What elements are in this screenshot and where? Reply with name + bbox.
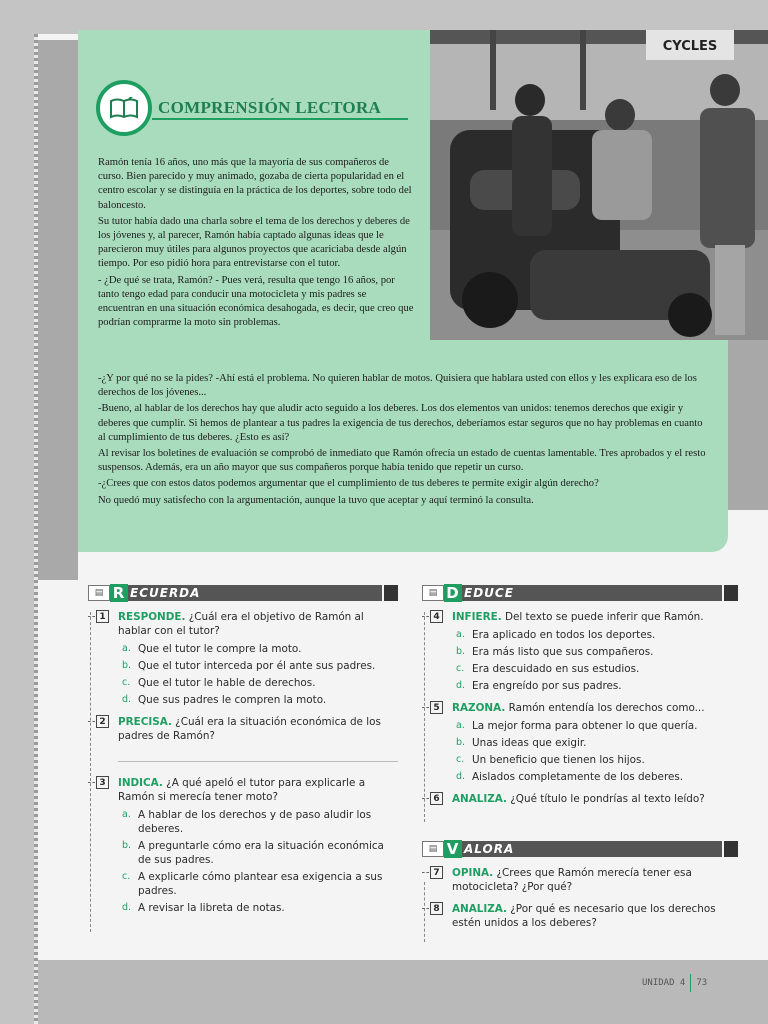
question-8 [422,902,738,930]
option-b[interactable]: b. Unas ideas que exigir. [456,737,587,749]
question-text: ¿Cuál era la situación económica de los padres de Ramón? [118,716,381,742]
story-paragraph: - ¿De qué se trata, Ramón? - Pues verá, resulta que tengo 16 años, por tanto tengo edad para conducir una motocicleta y mis padres se encuentran en una situación económica desahogada, es decir, que creo que podrían comprarme la moto sin problemas. [98,274,414,329]
question-number: 5 [430,701,443,714]
cycles-sign: CYCLES [662,39,718,54]
question-number: 3 [96,776,109,789]
story-text-bottom [98,372,710,510]
story-paragraph: Al revisar los boletines de evaluación se comprobó de inmediato que Ramón ofrecía un estado de cuentas lamentable. Tres aprobados y el resto suspensos. Además, era un año mayor que sus compañeros porque había tenido que repetir un curso. [98,448,706,474]
book-icon [96,80,152,136]
page-number: 73 [696,978,708,988]
recuerda-header [88,584,398,602]
question-text: ¿Cuál era el objetivo de Ramón al hablar con el tutor? [118,611,364,637]
left-gray-band [38,40,78,580]
section-label: ALORA [464,842,515,856]
question-keyword: OPINA. [452,867,494,879]
question-keyword: PRECISA. [118,716,172,728]
story-paragraph: Su tutor había dado una charla sobre el tema de los derechos y deberes de los jóvenes y, al parecer, Ramón había captado algunas ideas que le parecieron muy útiles para algunos proyectos que acariciaba desde algún tiempo. Por eso pidió hora para entrevistarse con el tutor. [98,215,410,270]
options-list [452,719,738,784]
deduce-column [422,584,738,938]
option-c[interactable]: c. Era descuidado en sus estudios. [456,663,640,675]
question-text: ¿A qué apeló el tutor para explicarle a Ramón si merecía tener moto? [118,777,366,803]
question-number: 6 [430,792,443,805]
motorcycle-photo [430,30,768,340]
page-footer [642,974,707,992]
question-number: 1 [96,610,109,623]
option-d[interactable]: d. Que sus padres le compren la moto. [122,694,327,706]
question-6 [422,792,738,806]
option-d[interactable]: d. Aislados completamente de los deberes. [456,771,684,783]
title-underline [152,118,408,120]
story-paragraph: -¿Crees que con estos datos podemos argumentar que el cumplimiento de tus deberes te permite exigir algún derecho? [98,478,599,490]
question-text: Del texto se puede inferir que Ramón. [501,611,704,623]
page-edge [34,34,38,1024]
section-initial: D [444,584,462,602]
valora-header [422,840,738,858]
question-4 [422,610,738,693]
question-keyword: RESPONDE. [118,611,186,623]
question-7 [422,866,738,894]
option-b[interactable]: b. Que el tutor interceda por él ante sus padres. [122,660,376,672]
unit-label: UNIDAD 4 [642,978,686,988]
section-initial: V [444,840,462,858]
recuerda-column [88,584,398,923]
question-keyword: RAZONA. [452,702,506,714]
question-number: 4 [430,610,443,623]
question-text: ¿Por qué es necesario que los derechos estén unidos a los deberes? [452,903,716,929]
option-c[interactable]: c. A explicarle cómo plantear esa exigencia a sus padres. [122,871,383,897]
section-tag-icon: ▤ [422,841,444,857]
option-a[interactable]: a. A hablar de los derechos y de paso aludir los deberes. [122,809,372,835]
question-text: Ramón entendía los derechos como... [505,702,705,714]
section-tag-icon: ▤ [88,585,110,601]
option-a[interactable]: a. Era aplicado en todos los deportes. [456,629,656,641]
section-label: ECUERDA [130,586,201,600]
option-b[interactable]: b. Era más listo que sus compañeros. [456,646,654,658]
section-label: EDUCE [464,586,514,600]
story-paragraph: -¿Y por qué no se la pides? -Ahí está el problema. No quieren hablar de motos. Quisiera que hablara usted con ellos y les explicara eso de los derechos de los jóvenes... [98,373,697,399]
story-paragraph: -Bueno, al hablar de los derechos hay que aludir acto seguido a los deberes. Los dos elementos van unidos: tenemos derechos que exigir y deberes que cumplir. Si hemos de plantear a tus padres la exigencia de tus derechos, deberíamos estar seguros que no hay problemas en cuanto al cumplimiento de tus deberes. ¿Esto es así? [98,403,703,443]
question-3 [88,776,398,915]
options-list [118,808,398,915]
page-title: COMPRENSIÓN LECTORA [158,98,382,117]
options-list [452,628,738,693]
story-text-top [98,156,414,332]
question-keyword: ANALIZA. [452,903,507,915]
question-keyword: ANALIZA. [452,793,507,805]
question-text: ¿Crees que Ramón merecía tener esa motocicleta? ¿Por qué? [452,867,692,893]
question-number: 8 [430,902,443,915]
option-a[interactable]: a. La mejor forma para obtener lo que quería. [456,720,698,732]
question-keyword: INFIERE. [452,611,502,623]
option-a[interactable]: a. Que el tutor le compre la moto. [122,643,302,655]
story-paragraph: Ramón tenía 16 años, uno más que la mayoría de sus compañeros de curso. Bien parecido y muy animado, gozaba de cierta popularidad en el centro escolar y se distinguía en la práctica de los deportes, sobre todo del baloncesto. [98,157,412,211]
question-2 [88,715,398,743]
deduce-header [422,584,738,602]
right-gray-band [724,340,768,510]
answer-line[interactable] [118,761,398,762]
question-keyword: INDICA. [118,777,163,789]
question-number: 2 [96,715,109,728]
option-b[interactable]: b. A preguntarle cómo era la situación económica de sus padres. [122,840,384,866]
question-1 [88,610,398,707]
option-d[interactable]: d. A revisar la libreta de notas. [122,902,285,914]
story-paragraph: No quedó muy satisfecho con la argumentación, aunque la tuvo que aceptar y aquí terminó la consulta. [98,494,534,506]
bottom-gray-band [34,960,768,1024]
question-number: 7 [430,866,443,879]
option-d[interactable]: d. Era engreído por sus padres. [456,680,622,692]
section-tag-icon: ▤ [422,585,444,601]
option-c[interactable]: c. Que el tutor le hable de derechos. [122,677,316,689]
question-5 [422,701,738,784]
section-title [96,80,381,136]
options-list [118,642,398,707]
section-initial: R [110,584,128,602]
option-c[interactable]: c. Un beneficio que tienen los hijos. [456,754,645,766]
question-text: ¿Qué título le pondrías al texto leído? [506,793,705,805]
